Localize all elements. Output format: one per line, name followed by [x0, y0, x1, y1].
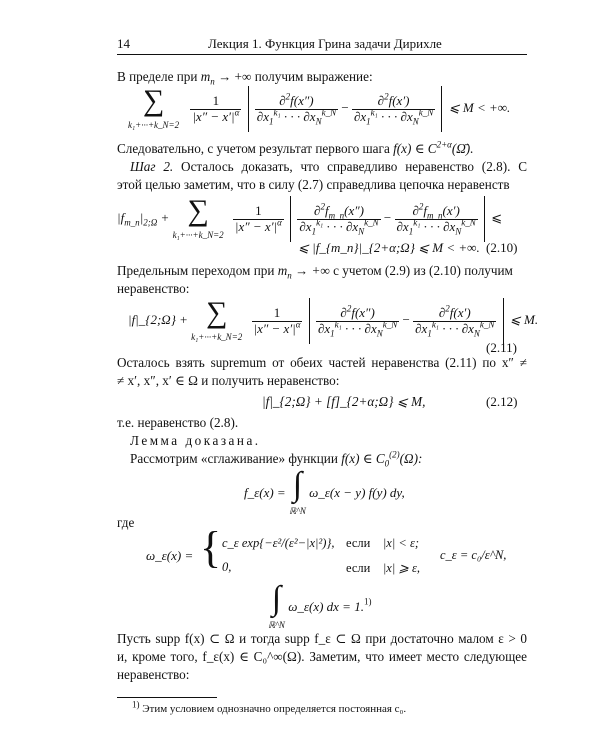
equation-kernel-cond: если |x| ⩾ ε,	[346, 561, 421, 575]
paragraph-line: Следовательно, с учетом результат первого шага f(x) ∈ $C^{2+\alpha}(\Omegā)$.	[117, 139, 474, 156]
equation-kernel-constant: c_ε = c₀/ε^N,	[440, 548, 507, 562]
footnote: $^{1)}$ Этим условием однозначно определяется постоянная c₀.	[132, 699, 407, 715]
header-rule	[117, 54, 527, 55]
equation-kernel-case: c_ε exp{−ε²/(ε²−|x|²)},	[222, 536, 335, 550]
paragraph-line: Осталось взять supremum от обеих частей неравенства (2.11) по x″ ≠	[117, 355, 527, 370]
equation-kernel-lhs: ω_ε(x) =	[146, 548, 194, 563]
equation-label: (2.12)	[486, 394, 518, 409]
paragraph-line: этой целью заметим, что в силу (2.7) справедлива цепочка неравенств	[117, 177, 510, 192]
footnote-rule	[117, 697, 217, 698]
equation-final: |f|_{2;Ω} + [f]_{2+α;Ω} ⩽ M,	[262, 394, 426, 409]
paragraph-line: В пределе при $m_n$ → +∞ получим выражение:	[117, 69, 373, 87]
equation-kernel-brace: {	[200, 523, 222, 572]
equation-normalization: ∫ ℝ^N ω_ε(x) dx = 1.$^{1)}$	[268, 580, 372, 630]
paragraph-line: неравенство:	[117, 281, 190, 296]
page-number: 14	[117, 36, 130, 51]
equation-label: (2.10)	[486, 240, 518, 255]
equation-chain-continued: ⩽ |f_{m_n}|_{2+α;Ω} ⩽ M < +∞.	[298, 240, 480, 255]
paragraph-line: ≠ x′, x″, x′ ∈ Ω и получить неравенство:	[117, 373, 340, 388]
lemma-proved: Лемма доказана.	[130, 433, 261, 448]
equation-kernel-cond: если |x| < ε;	[346, 536, 420, 550]
equation-chain: $|f_{m\_n}|_{2;\Omega}$ + ∑ k₁+···+k_N=2 $\frac{1}{|x'' - x'|^\alpha}$ $\frac{\partial^2f_{m\_n}(x'')}{\partial x_1^{k_1} \cdot \cdot \cdot \partial x_N^{k\_N}}$ − $\frac{\partial^2f_{m\_n}(x')}{\partial x_1^{k_1} \cdot \cdot \cdot \partial x_N^{k\_N}}$ ⩽	[117, 194, 503, 240]
paragraph-line: неравенство:	[117, 667, 190, 682]
running-title: Лекция 1. Функция Грина задачи Дирихле	[208, 36, 442, 51]
paragraph-line: Пусть supp f(x) ⊂ Ω и тогда supp f_ε ⊂ Ω при достаточно малом ε > 0	[117, 631, 527, 646]
equation-mollifier: f_ε(x) = ∫ ℝ^N ω_ε(x − y) f(y) dy,	[244, 466, 405, 516]
equation-limit-inequality: |f|_{2;Ω} + ∑ k₁+···+k_N=2 $\frac{1}{|x'' - x'|^\alpha}$ $\frac{\partial^2f(x'')}{\partial x_1^{k_1} \cdot \cdot \cdot \partial x_N^{k\_N}}$ − $\frac{\partial^2f(x')}{\partial x_1^{k_1} \cdot \cdot \cdot \partial x_N^{k\_N}}$ ⩽ M.	[128, 296, 539, 342]
equation-sum-limit: ∑ k₁+···+k_N=2 $\frac{1}{|x'' - x'|^\alpha}$ $\frac{\partial^2f(x'')}{\partial x_1^{k_1} \cdot \cdot \cdot \partial x_N^{k\_N}}$ − $\frac{\partial^2f(x')}{\partial x_1^{k_1} \cdot \cdot \cdot \partial x_N^{k\_N}}$ ⩽ M < +∞.	[128, 84, 511, 130]
equation-label: (2.11)	[486, 340, 517, 355]
paragraph-line: и, кроме того, f_ε(x) ∈ C₀^∞(Ω). Заметим, что имеет место следующее	[117, 649, 527, 664]
equation-kernel-case: 0,	[222, 560, 232, 574]
paragraph-line: т.е. неравенство (2.8).	[117, 415, 239, 430]
paragraph-line: где	[117, 515, 135, 530]
paragraph-line: Предельным переходом при $m_n$ → +∞ с учетом (2.9) из (2.10) получим	[117, 263, 513, 281]
paragraph-line: Шаг 2. Осталось доказать, что справедливо неравенство (2.8). С	[130, 159, 527, 174]
paragraph-line: Рассмотрим «сглаживание» функции f(x) ∈ $C_0^{(2)}(\Omega)$:	[130, 449, 423, 469]
